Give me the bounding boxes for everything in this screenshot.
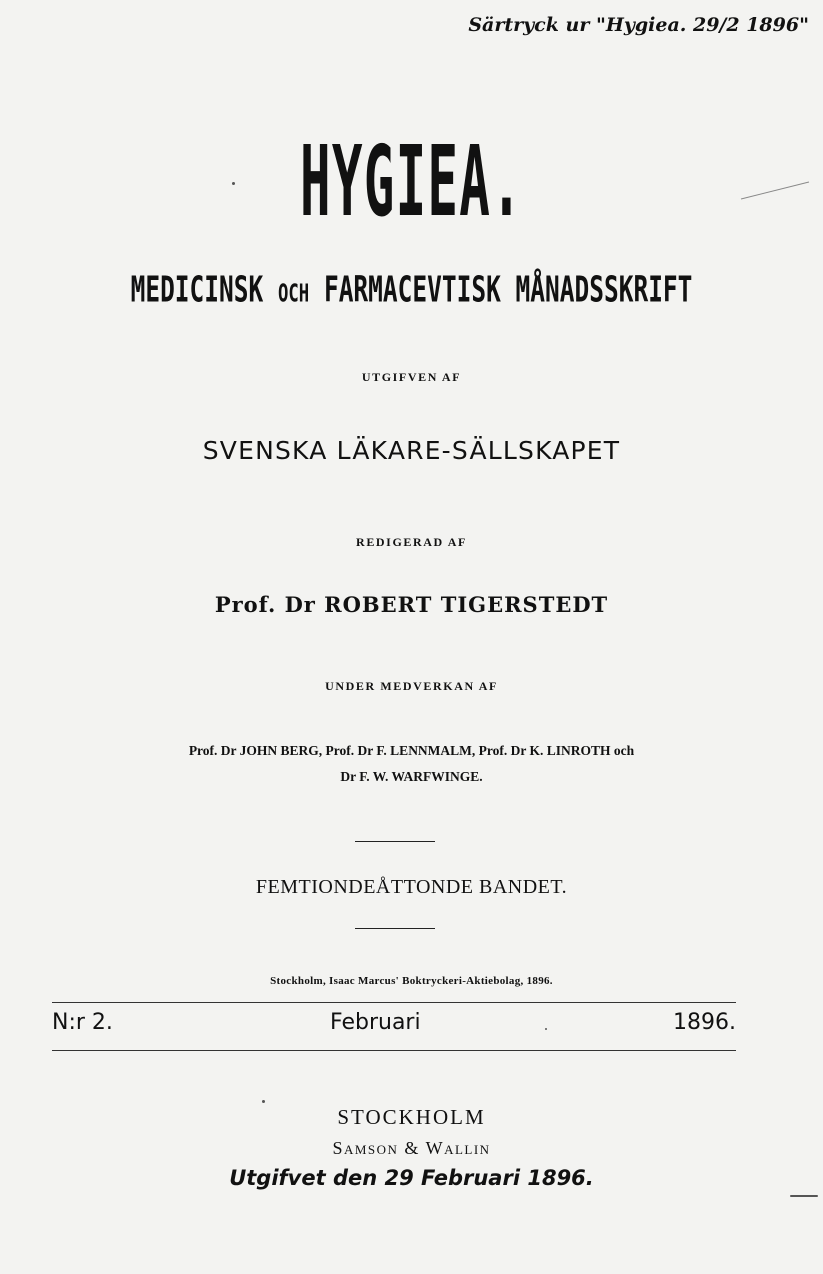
editor-name: Prof. Dr ROBERT TIGERSTEDT [214, 592, 609, 617]
contributors-line-1: Prof. Dr JOHN BERG, Prof. Dr F. LENNMALM, Prof. Dr K. LINROTH och [188, 743, 635, 758]
published-date: Utgifvet den 29 Februari 1896. [229, 1166, 594, 1190]
issue-month: Februari [330, 1010, 421, 1035]
contributors-line-2: Dr F. W. WARFWINGE. [340, 769, 483, 784]
issue-rule-bottom [52, 1050, 736, 1051]
volume-label: FEMTIONDEÅTTONDE BANDET. [255, 876, 568, 898]
printer-line: Stockholm, Isaac Marcus' Boktryckeri-Aktiebolag, 1896. [270, 975, 553, 987]
society-name: SVENSKA LÄKARE-SÄLLSKAPET [202, 436, 621, 465]
collaboration-label: UNDER MEDVERKAN AF [325, 679, 498, 693]
journal-title: HYGIEA. [300, 126, 523, 239]
publisher-name: Samson & Wallin [332, 1138, 491, 1158]
subtitle-part-2: OCH [277, 278, 310, 308]
issue-rule-top [52, 1002, 736, 1003]
paper-speck [262, 1100, 265, 1103]
publication-city: STOCKHOLM [337, 1105, 486, 1129]
subtitle-part-3: FARMACEVTISK MÅNADSSKRIFT [323, 268, 693, 311]
contributors [0, 738, 823, 790]
reprint-note: Särtryck ur "Hygiea. 29/2 1896" [468, 14, 809, 36]
issue-number: N:r 2. [52, 1010, 113, 1035]
issue-row [52, 1010, 736, 1040]
paper-speck [232, 182, 235, 185]
divider-bottom [355, 928, 435, 929]
subtitle-part-1: MEDICINSK [130, 268, 264, 311]
divider-top [355, 841, 435, 842]
paper-speck [545, 1028, 547, 1030]
paper-mark [741, 182, 809, 200]
paper-mark [790, 1195, 818, 1197]
issue-year: 1896. [673, 1010, 736, 1035]
journal-subtitle [115, 268, 708, 311]
issued-by-label: UTGIFVEN AF [361, 370, 462, 384]
edited-by-label: REDIGERAD AF [356, 535, 467, 549]
